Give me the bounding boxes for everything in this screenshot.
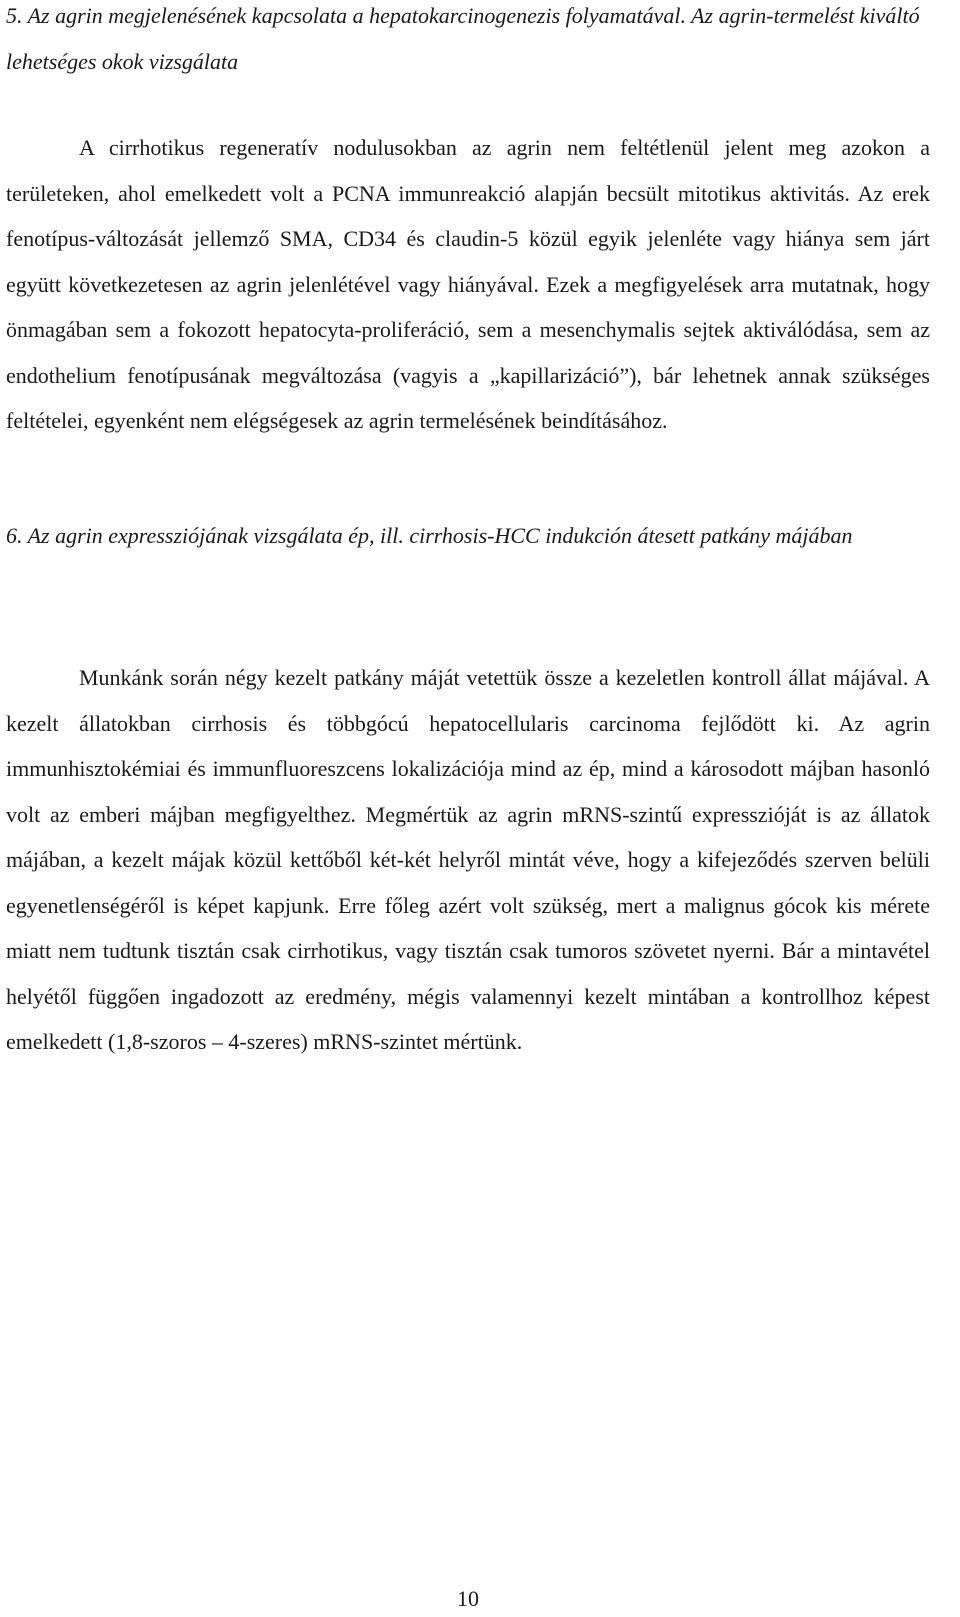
section-5-heading: 5. Az agrin megjelenésének kapcsolata a hepatokarcinogenezis folyamatával. Az agrin-termelést kiváltó lehetséges okok vizsgálata [6,3,920,74]
section-5-paragraph: A cirrhotikus regeneratív nodulusokban az agrin nem feltétlenül jelent meg azokon a területeken, ahol emelkedett volt a PCNA immunreakció alapján becsült mitotikus aktivitás. Az erek fenotípus-változását jellemző SMA, CD34 és claudin-5 közül egyik jelenléte vagy hiánya sem járt együtt következetesen az agrin jelenlétével vagy hiányával. Ezek a megfigyelések arra mutatnak, hogy önmagában sem a fokozott hepatocyta-proliferáció, sem a mesenchymalis sejtek aktiválódása, sem az endothelium fenotípusának megváltozása (vagyis a „kapillarizáció”), bár lehetnek annak szükséges feltételei, egyenként nem elégségesek az agrin termelésének beindításához. [6,135,930,433]
section-6-heading: 6. Az agrin expressziójának vizsgálata ép, ill. cirrhosis-HCC indukción átesett patkány májában [6,523,853,548]
section-6-paragraph: Munkánk során négy kezelt patkány máját vetettük össze a kezeletlen kontroll állat májával. A kezelt állatokban cirrhosis és többgócú hepatocellularis carcinoma fejlődött ki. Az agrin immunhisztokémiai és immunfluoreszcens lokalizációja mind az ép, mind a károsodott májban hasonló volt az emberi májban megfigyelthez. Megmértük az agrin mRNS-szintű expresszióját is az állatok májában, a kezelt májak közül kettőből két-két helyről mintát véve, hogy a kifejeződés szerven belüli egyenetlenségéről is képet kapjunk. Erre főleg azért volt szükség, mert a malignus gócok kis mérete miatt nem tudtunk tisztán csak cirrhotikus, vagy tisztán csak tumoros szövetet nyerni. Bár a mintavétel helyétől függően ingadozott az eredmény, mégis valamennyi kezelt mintában a kontrollhoz képest emelkedett (1,8-szoros – 4-szeres) mRNS-szintet mértünk. [6,665,930,1054]
page-number: 10 [457,1586,479,1611]
